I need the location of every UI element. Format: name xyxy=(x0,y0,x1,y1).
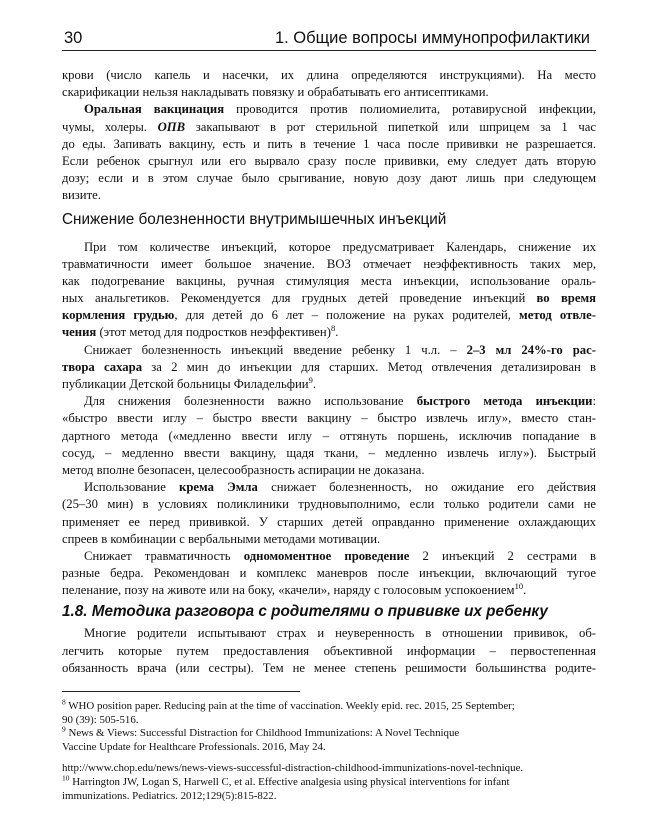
running-header xyxy=(62,28,596,52)
text-line: кормления грудью, для детей до 6 лет – положение на руках родителей, метод отвле- xyxy=(62,308,596,323)
bold-term: твора сахара xyxy=(62,359,143,374)
footnote-8: $^8$ WHO position paper. Reducing pain at the time of vaccination. Weekly epid. rec. 2015, 25 September; xyxy=(62,697,515,712)
bold-term: быстрого метода инъекции xyxy=(416,394,593,409)
text-line: Использование крема Эмла снижает болезненность, но ожидание его действия xyxy=(84,480,597,495)
footnote-8-cont: 90 (39): 505-516. xyxy=(62,713,139,726)
text-line: чения (этот метод для подростков неэффективен)$^8$. xyxy=(62,323,339,340)
text-line: ных анальгетиков. Рекомендуется для грудных детей проведение инъекций во время xyxy=(62,291,596,306)
text-line: визите. xyxy=(62,188,101,203)
footnote-url[interactable]: http://www.chop.edu/news/news-views-successful-distraction-childhood-immunizations-novel-technique. xyxy=(62,762,524,775)
header-rule xyxy=(62,50,596,51)
text-line: Многие родители испытывают страх и неуверенность в отношении прививок, об- xyxy=(84,626,596,641)
text-line: применяет ее перед прививкой. У старших детей оправданно применение охлаждающих xyxy=(62,514,596,529)
text-line: дартного метода («медленно ввести иглу – оттянуть поршень, исключив попадание в xyxy=(62,428,596,443)
footnote-ref: 9 xyxy=(308,374,313,385)
text-line: Для снижения болезненности важно использование быстрого метода инъекции: xyxy=(84,394,596,409)
bold-term: 2–3 мл 24%-го рас- xyxy=(466,342,596,357)
text-line: как подогревание вакцины, ручная стимуляция места инъекции, использование ораль- xyxy=(62,273,596,288)
text-line: При том количестве инъекций, которое предусматривает Календарь, снижение их xyxy=(84,239,596,254)
footnote-9: $^9$ News & Views: Successful Distraction for Childhood Immunizations: A Novel Technique xyxy=(62,724,460,740)
footnote-10-cont: immunizations. Pediatrics. 2012;129(5):815-822. xyxy=(62,789,277,802)
chapter-title: 1. Общие вопросы иммунопрофилактики xyxy=(274,29,590,47)
body-text xyxy=(62,67,596,677)
text-line: скарификации нельзя накладывать повязку и обрабатывать его антисептиками. xyxy=(62,85,489,100)
text-line: спреев в комбинации с вербальными методами мотивации. xyxy=(62,531,381,546)
text-line: Снижает болезненность инъекций введение ребенку 1 ч.л. – 2–3 мл 24%-го рас- xyxy=(84,342,596,357)
text-line: крови (число капель и насечки, их длина определяются инструкциями). На место xyxy=(62,68,596,82)
bold-term: одномоментное проведение xyxy=(243,548,410,563)
footnote-9-cont: Vaccine Update for Healthcare Professionals. 2016, May 24. xyxy=(62,740,326,753)
bold-term: Оральная вакцинация xyxy=(84,102,225,117)
footnote-rule xyxy=(62,691,300,692)
text-line: травматичности имеет большое значение. ВОЗ отмечает неэффективность таких мер, xyxy=(62,256,596,271)
text-line: сосуд, – медленно ввести вакцину, щадя ткани, – медленно извлечь иглу»). Быстрый xyxy=(62,445,596,460)
footnotes xyxy=(62,697,596,803)
text-line: твора сахара за 2 мин до инъекции для старших. Метод отвлечения детализирован в xyxy=(62,359,596,374)
bold-term: чения xyxy=(62,325,97,340)
text-line: (25–30 мин) в условиях поликлиники трудновыполнимо, если только родители сами не xyxy=(62,497,596,512)
text-line: Снижает травматичность одномоментное проведение 2 инъекций 2 сестрами в xyxy=(84,548,597,563)
text-line: пеленание, позу на животе или на боку, «качели», наряду с голосовым успокоением$^{10}$. xyxy=(62,581,527,598)
footnote-10: $^{10}$ Harrington JW, Logan S, Harwell C, et al. Effective analgesia using physical interventions for infant xyxy=(62,773,510,788)
bold-term: метод отвле- xyxy=(519,308,596,323)
text-line: дозу; если и в этом случае было срыгивание, новую дозу дают лишь при следующем xyxy=(62,171,596,186)
text-line: Оральная вакцинация проводится против полиомиелита, ротавирусной инфекции, xyxy=(84,102,596,117)
text-line: публикации Детской больницы Филадельфии$^9$. xyxy=(62,374,316,391)
bold-term: крема Эмла xyxy=(179,480,258,495)
text-line: обязанность врача (или сестры). Тем не менее степень решимости большинства родите- xyxy=(62,660,596,675)
text-line: до еды. Запивать вакцину, есть и пить в течение 1 часа после прививки не разрешается. xyxy=(62,136,596,151)
text-line: чумы, холеры. ОПВ закапывают в рот стерильной пипеткой или шприцем за 1 час xyxy=(62,119,597,134)
text-line: метод вполне безопасен, целесообразность аспирации не доказана. xyxy=(62,462,425,477)
bold-italic-term: ОПВ xyxy=(157,119,186,134)
text-line: легчить которые путем предоставления объективной информации – первостепенная xyxy=(62,643,596,658)
text-line: разные бедра. Рекомендован и комплекс маневров после инъекции, включающий тугое xyxy=(62,566,596,581)
page-number: 30 xyxy=(64,29,83,47)
footnote-ref: 10 xyxy=(514,581,524,592)
bold-term: во время xyxy=(536,291,596,306)
subheading: Снижение болезненности внутримышечных инъекций xyxy=(62,210,447,228)
text-line: «быстро ввести иглу – быстро ввести вакцину – быстро извлечь иглу», вместо стан- xyxy=(62,411,596,426)
text-line: Если ребенок срыгнул или его вырвало сразу после прививки, ему следует дать вторую xyxy=(62,153,596,168)
section-heading: 1.8. Методика разговора с родителями о прививке их ребенку xyxy=(62,603,548,621)
footnote-ref: 8 xyxy=(330,323,336,334)
bold-term: кормления грудью xyxy=(62,308,175,323)
